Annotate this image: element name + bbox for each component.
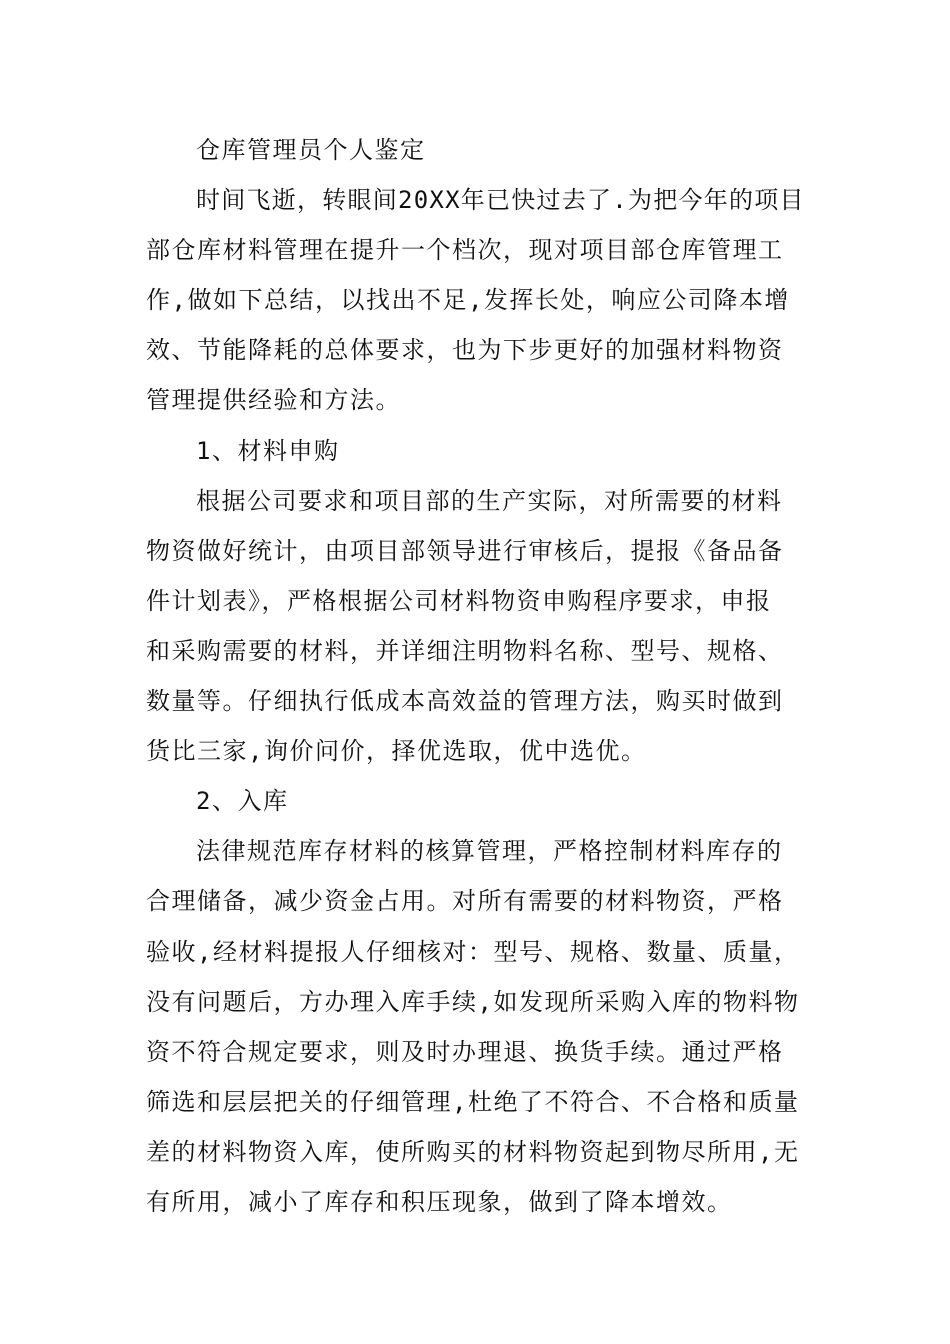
- text-line: 时间飞逝，转眼间20XX年已快过去了.为把今年的项目: [196, 186, 805, 215]
- text-line: 效、节能降耗的总体要求，也为下步更好的加强材料物资: [146, 336, 784, 365]
- text-line: 管理提供经验和方法。: [146, 386, 401, 415]
- text-line: 根据公司要求和项目部的生产实际，对所需要的材料: [196, 486, 783, 515]
- text-line: 2、入库: [196, 787, 289, 816]
- document-title: 仓库管理员个人鉴定: [196, 136, 426, 164]
- text-line: 货比三家,询价问价，择优选取，优中选优。: [146, 737, 647, 766]
- text-line: 没有问题后，方办理入库手续,如发现所采购入库的物料物: [146, 987, 800, 1016]
- text-line: 筛选和层层把关的仔细管理,杜绝了不符合、不合格和质量: [146, 1087, 800, 1116]
- text-line: 差的材料物资入库，使所购买的材料物资起到物尽所用,无: [146, 1137, 800, 1166]
- text-line: 1、材料申购: [196, 436, 340, 465]
- text-line: 合理储备，减少资金占用。对所有需要的材料物资，严格: [146, 887, 784, 916]
- text-line: 件计划表》，严格根据公司材料物资申购程序要求，申报: [146, 586, 772, 615]
- text-line: 作,做如下总结，以找出不足,发挥长处，响应公司降本增: [146, 286, 790, 315]
- text-line: 资不符合规定要求，则及时办理退、换货手续。通过严格: [146, 1037, 784, 1066]
- text-line: 部仓库材料管理在提升一个档次，现对项目部仓库管理工: [146, 236, 784, 265]
- text-line: 数量等。仔细执行低成本高效益的管理方法，购买时做到: [146, 687, 784, 716]
- text-line: 法律规范库存材料的核算管理，严格控制材料库存的: [196, 837, 783, 866]
- document-body: [146, 125, 806, 1227]
- text-line: 有所用，减小了库存和积压现象，做到了降本增效。: [146, 1187, 733, 1216]
- text-line: 和采购需要的材料，并详细注明物料名称、型号、规格、: [146, 636, 784, 665]
- text-line: 验收,经材料提报人仔细核对：型号、规格、数量、质量，: [146, 937, 800, 966]
- text-line: 物资做好统计，由项目部领导进行审核后，提报《备品备: [146, 536, 784, 565]
